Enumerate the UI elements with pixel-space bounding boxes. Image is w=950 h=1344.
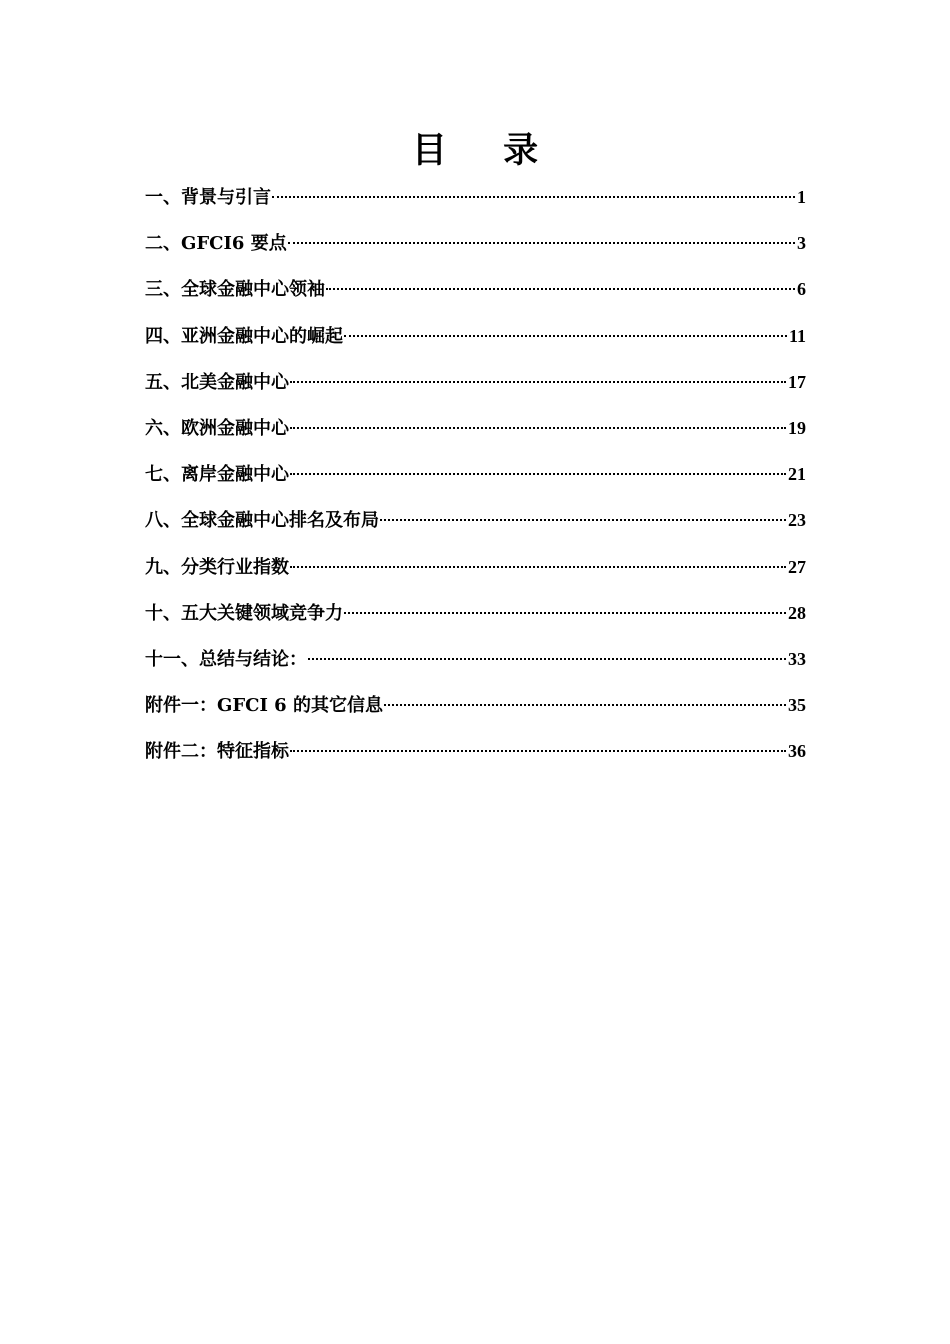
dot-leader	[380, 519, 786, 521]
toc-entry-page: 19	[788, 417, 806, 438]
toc-entry-label: 七、离岸金融中心	[145, 464, 289, 486]
toc-entry[interactable]	[145, 501, 806, 547]
toc-entry[interactable]	[145, 686, 806, 732]
toc-entry[interactable]	[145, 594, 806, 640]
toc-entry-page: 1	[797, 187, 806, 207]
toc-entry[interactable]	[145, 455, 806, 501]
toc-title: 目 录	[411, 130, 561, 171]
toc-entry-label: 八、全球金融中心排名及布局	[145, 510, 379, 532]
toc-entry[interactable]	[145, 732, 806, 778]
toc-entry-page: 6	[797, 279, 806, 300]
toc-entry-label: 附件二：特征指标	[145, 741, 289, 763]
toc-entry-label: 十一、总结与结论：	[145, 648, 307, 670]
toc-entry-page: 33	[788, 648, 806, 669]
toc-entry-label: 五、北美金融中心	[145, 371, 289, 393]
toc-entry-page: 27	[788, 556, 806, 577]
dot-leader	[290, 566, 786, 568]
toc-entry-label: 六、欧洲金融中心	[145, 417, 289, 439]
dot-leader	[326, 288, 795, 290]
toc-entry-page: 36	[788, 741, 806, 762]
dot-leader	[308, 658, 786, 660]
dot-leader	[290, 750, 786, 752]
toc-entry[interactable]	[145, 224, 806, 270]
toc-entry-label: 四、亚洲金融中心的崛起	[145, 325, 343, 347]
toc-entry-label: 一、背景与引言	[145, 187, 271, 208]
toc-entry[interactable]	[145, 548, 806, 594]
toc-entry[interactable]	[145, 363, 806, 409]
toc-entry-page: 23	[788, 510, 806, 531]
toc-entry[interactable]	[145, 640, 806, 686]
toc-entry[interactable]	[145, 409, 806, 455]
toc-entry-page: 3	[797, 233, 806, 254]
toc-entry[interactable]	[145, 317, 806, 363]
toc-entry-label: 二、GFCI6 要点	[145, 233, 287, 255]
dot-leader	[288, 242, 795, 244]
dot-leader	[344, 335, 787, 337]
toc-list	[145, 178, 806, 778]
dot-leader	[290, 427, 786, 429]
toc-entry-page: 21	[788, 464, 806, 485]
toc-entry[interactable]	[145, 270, 806, 316]
toc-entry-page: 17	[788, 371, 806, 392]
toc-entry-page: 11	[788, 325, 806, 346]
dot-leader	[344, 612, 786, 614]
toc-entry-page: 28	[788, 602, 806, 623]
toc-entry-label: 九、分类行业指数	[145, 556, 289, 578]
dot-leader	[290, 473, 786, 475]
dot-leader	[272, 196, 795, 198]
toc-entry-label: 三、全球金融中心领袖	[145, 279, 325, 301]
toc-entry[interactable]	[145, 178, 806, 224]
dot-leader	[384, 704, 786, 706]
toc-entry-label: 附件一：GFCI 6 的其它信息	[145, 695, 383, 717]
toc-entry-page: 35	[788, 695, 806, 716]
toc-entry-label: 十、五大关键领域竞争力	[145, 602, 343, 624]
dot-leader	[290, 381, 786, 383]
